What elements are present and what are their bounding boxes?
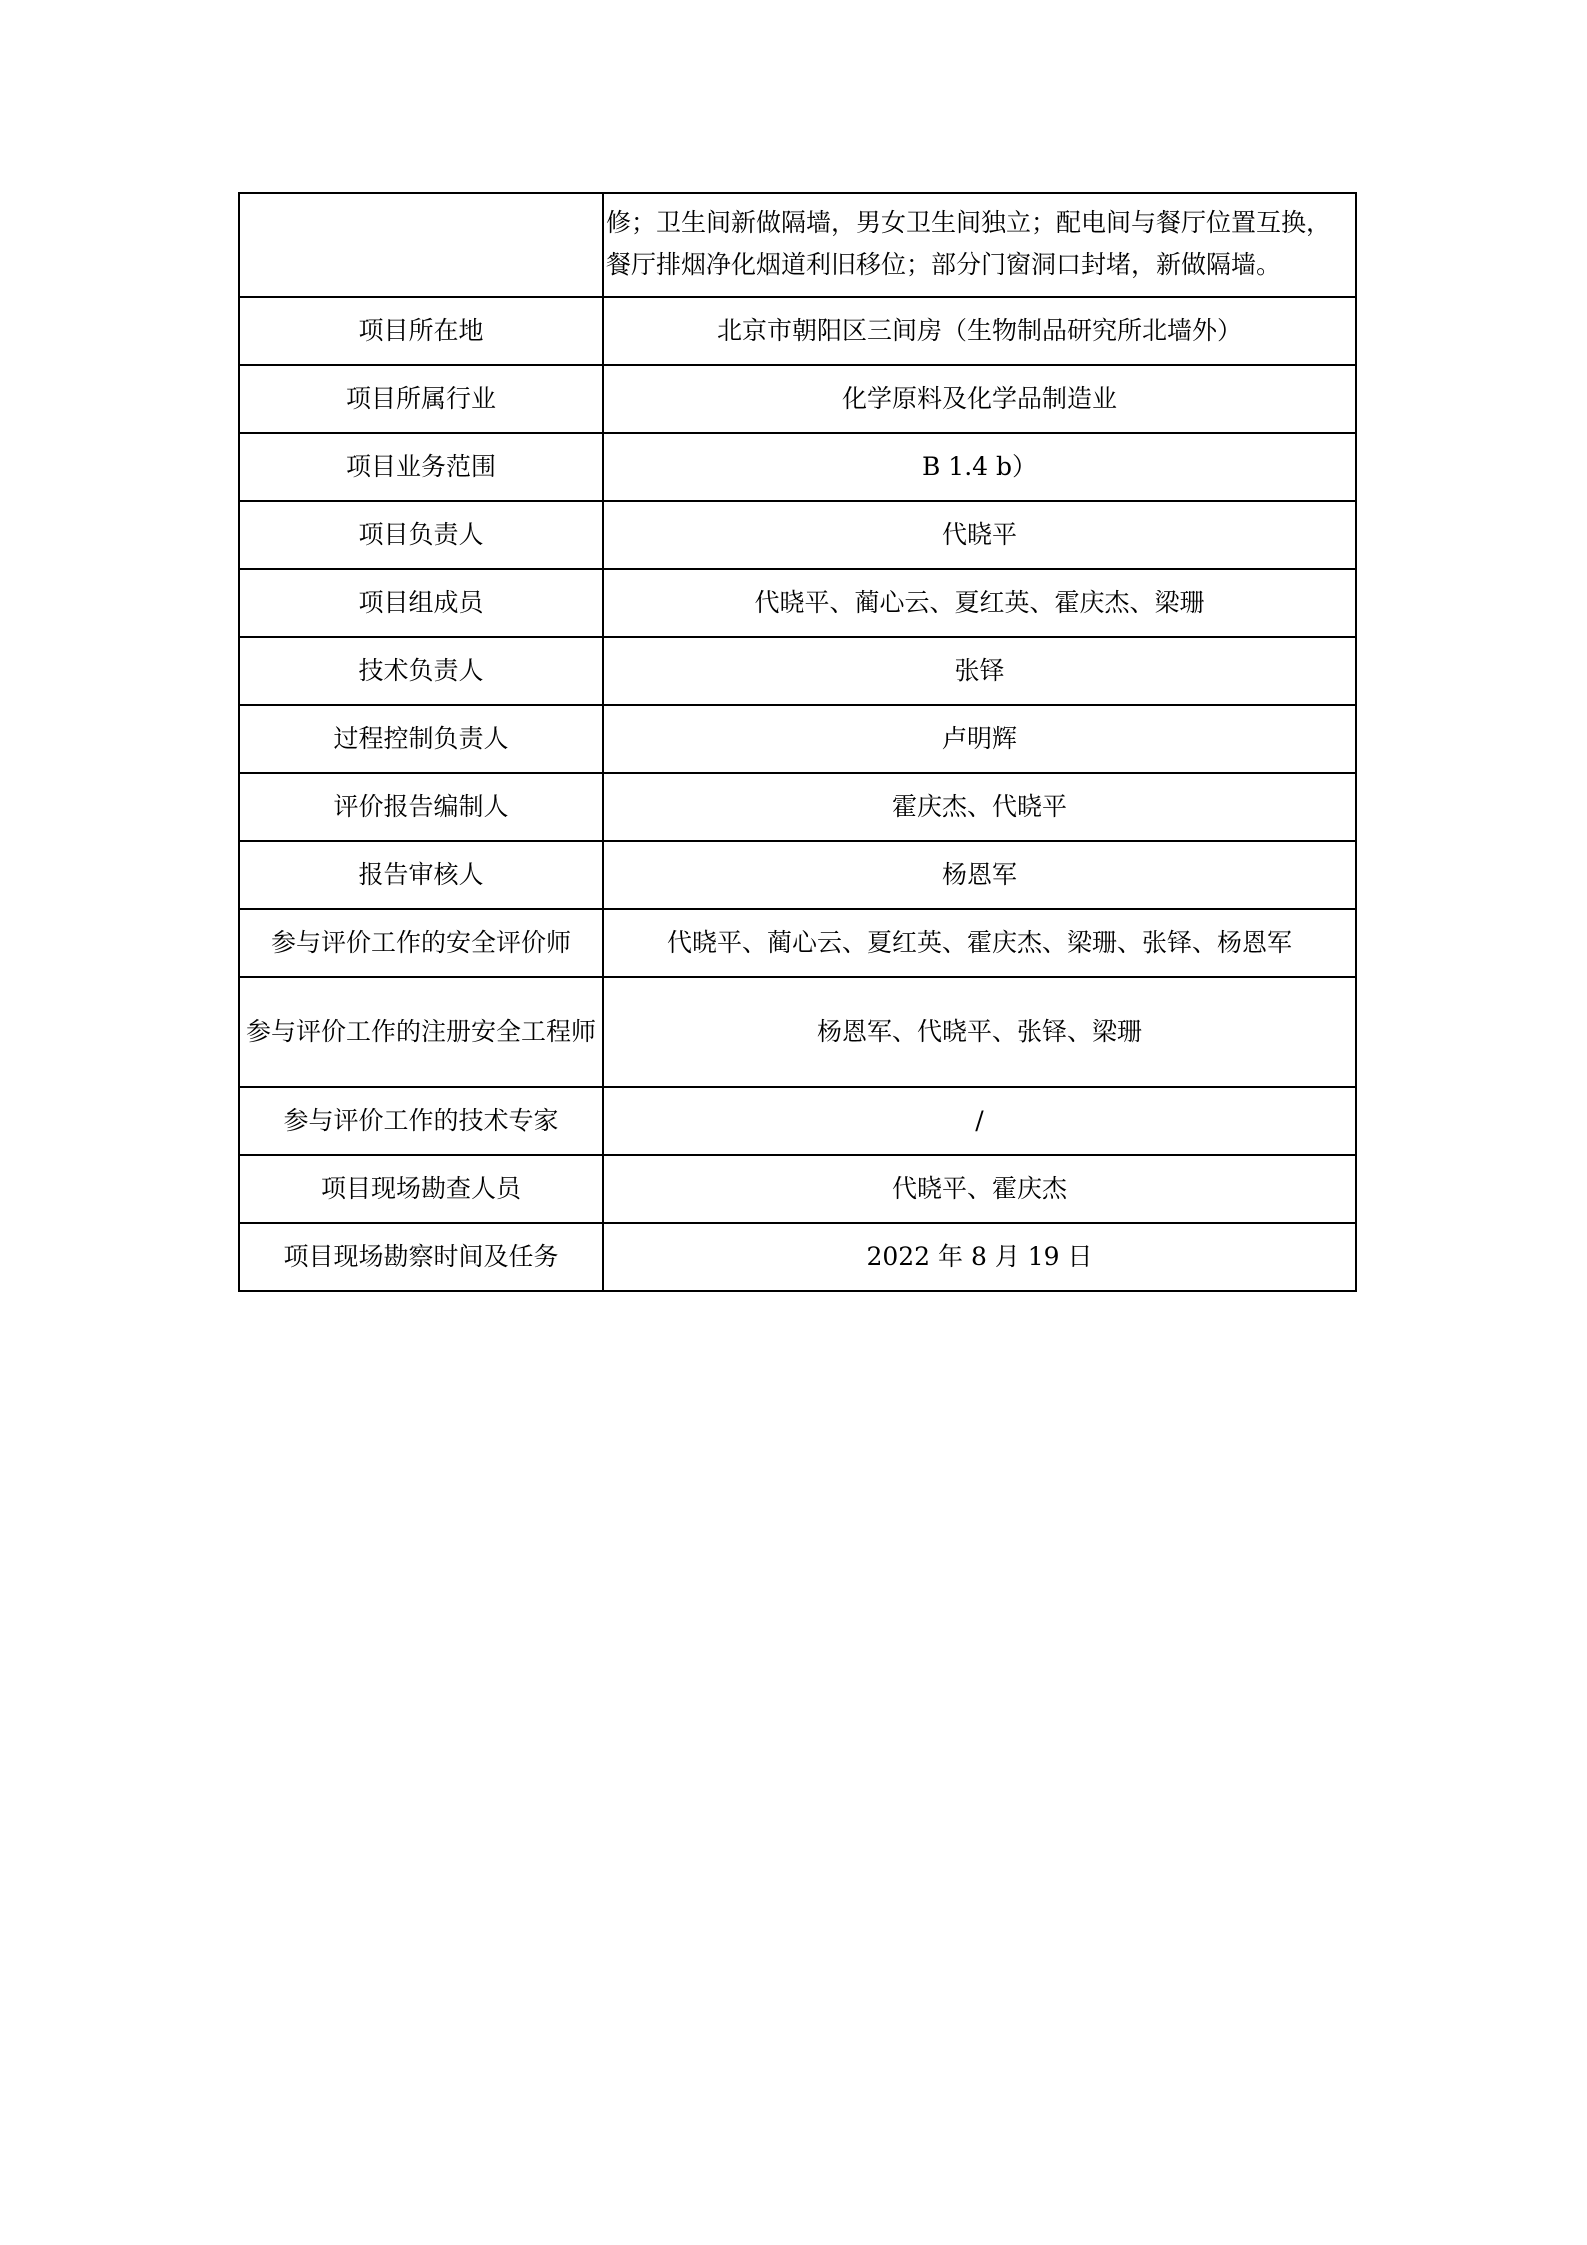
table-row-project-lead [239,501,1356,569]
table-value-cell: 2022 年 8 月 19 日 [603,1223,1356,1291]
table-row-safety-assessors [239,909,1356,977]
project-description-cell [603,193,1356,297]
table-value-cell: 北京市朝阳区三间房（生物制品研究所北墙外） [603,297,1356,365]
table-row-description [239,193,1356,297]
table-label-cell: 参与评价工作的注册安全工程师 [239,977,603,1087]
table-label-cell: 项目现场勘查人员 [239,1155,603,1223]
table-row-process-control-lead [239,705,1356,773]
table-row-business-scope [239,433,1356,501]
table-label-cell-empty [239,193,603,297]
description-line-2: 餐厅排烟净化烟道利旧移位；部分门窗洞口封堵，新做隔墙。 [606,250,1282,279]
table-label-cell: 参与评价工作的安全评价师 [239,909,603,977]
table-label-cell: 报告审核人 [239,841,603,909]
table-value-cell: 杨恩军 [603,841,1356,909]
table-label-cell: 参与评价工作的技术专家 [239,1087,603,1155]
table-value-cell: 代晓平、蔺心云、夏红英、霍庆杰、梁珊、张铎、杨恩军 [603,909,1356,977]
table-label-cell: 项目所在地 [239,297,603,365]
table-value-cell: 卢明辉 [603,705,1356,773]
table-value-cell: 代晓平 [603,501,1356,569]
table-label-cell: 评价报告编制人 [239,773,603,841]
table-value-cell: 张铎 [603,637,1356,705]
table-label-cell: 过程控制负责人 [239,705,603,773]
table-value-cell: 代晓平、蔺心云、夏红英、霍庆杰、梁珊 [603,569,1356,637]
table-value-cell: 杨恩军、代晓平、张铎、梁珊 [603,977,1356,1087]
table-row-registered-engineers [239,977,1356,1087]
table-row-industry [239,365,1356,433]
table-row-report-author [239,773,1356,841]
table-row-team-members [239,569,1356,637]
table-row-tech-experts [239,1087,1356,1155]
table-label-cell: 项目现场勘察时间及任务 [239,1223,603,1291]
table-label-cell: 项目组成员 [239,569,603,637]
table-label-cell: 项目业务范围 [239,433,603,501]
table-row-site-survey-time [239,1223,1356,1291]
table-row-tech-lead [239,637,1356,705]
table-row-report-reviewer [239,841,1356,909]
table-value-cell: / [603,1087,1356,1155]
table-row-site-survey-staff [239,1155,1356,1223]
table-label-cell: 项目负责人 [239,501,603,569]
table-label-cell: 项目所属行业 [239,365,603,433]
table-value-cell: 化学原料及化学品制造业 [603,365,1356,433]
table-value-cell: 代晓平、霍庆杰 [603,1155,1356,1223]
table-label-cell: 技术负责人 [239,637,603,705]
table-row-location [239,297,1356,365]
description-line-1: 修；卫生间新做隔墙，男女卫生间独立；配电间与餐厅位置互换， [606,208,1332,237]
table-value-cell: 霍庆杰、代晓平 [603,773,1356,841]
project-info-table [238,192,1357,1292]
table-value-cell: B 1.4 b） [603,433,1356,501]
